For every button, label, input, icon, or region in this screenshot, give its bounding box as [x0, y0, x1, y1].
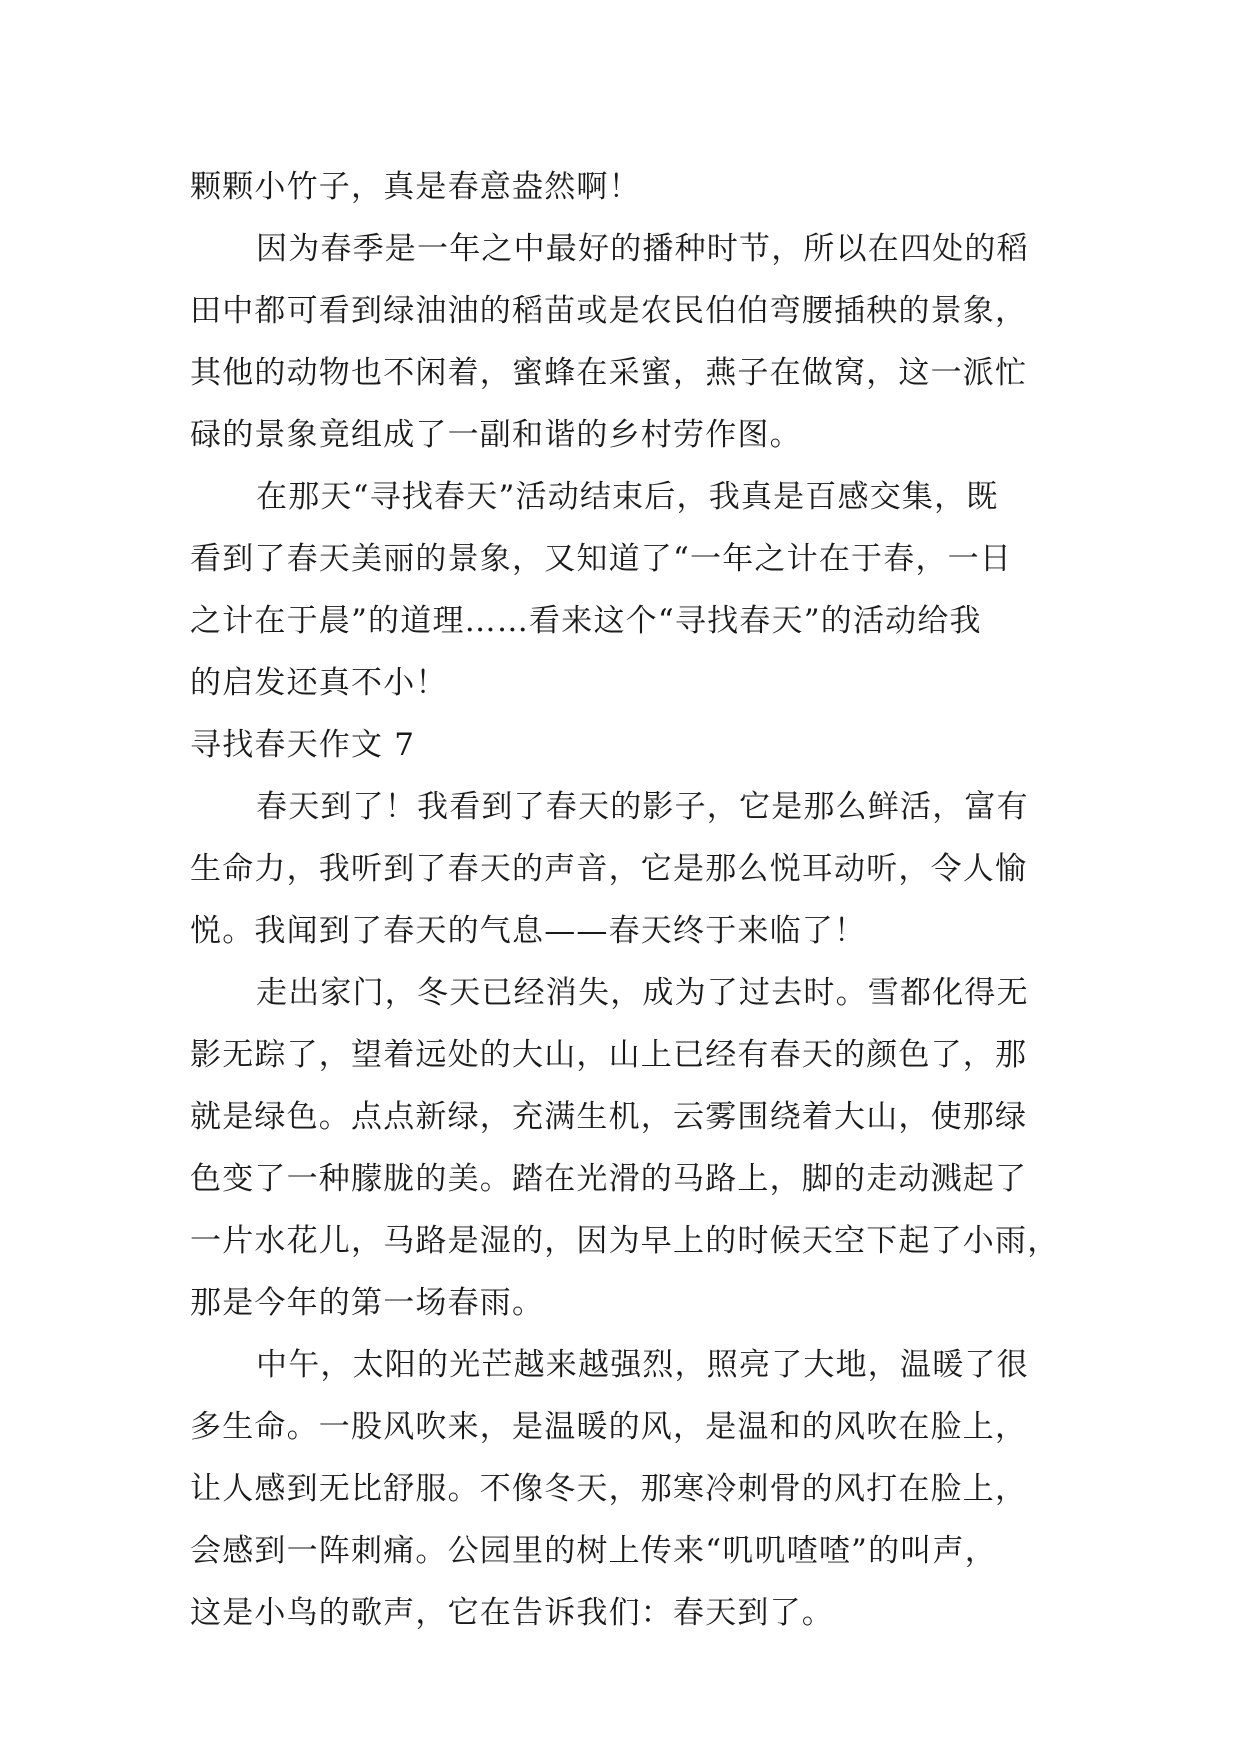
text-line: 影无踪了，望着远处的大山，山上已经有春天的颜色了，那	[190, 1037, 1028, 1073]
paragraph-start-line: 中午，太阳的光芒越来越强烈，照亮了大地，温暖了很	[256, 1347, 1029, 1383]
text-line: 那是今年的第一场春雨。	[190, 1285, 545, 1321]
paragraph-start-line: 春天到了！我看到了春天的影子，它是那么鲜活，富有	[256, 789, 1029, 825]
text-line: 看到了春天美丽的景象，又知道了“一年之计在于春，一日	[190, 541, 1013, 577]
text-line: 之计在于晨”的道理……看来这个“寻找春天”的活动给我	[190, 603, 982, 639]
text-line: 就是绿色。点点新绿，充满生机，云雾围绕着大山，使那绿	[190, 1099, 1028, 1135]
text-line: 多生命。一股风吹来，是温暖的风，是温和的风吹在脸上，	[190, 1409, 1028, 1445]
text-line: 其他的动物也不闲着，蜜蜂在采蜜，燕子在做窝，这一派忙	[190, 355, 1028, 391]
document-page	[190, 156, 1070, 1644]
text-line: 这是小鸟的歌声，它在告诉我们：春天到了。	[190, 1595, 834, 1631]
text-line: 颗颗小竹子，真是春意盎然啊！	[190, 169, 641, 205]
text-line: 碌的景象竟组成了一副和谐的乡村劳作图。	[190, 417, 802, 453]
paragraph-start-line: 在那天“寻找春天”活动结束后，我真是百感交集，既	[256, 479, 999, 515]
essay-heading: 寻找春天作文 7	[190, 727, 416, 763]
text-line: 田中都可看到绿油油的稻苗或是农民伯伯弯腰插秧的景象，	[190, 293, 1028, 329]
text-line: 悦。我闻到了春天的气息——春天终于来临了！	[190, 913, 867, 949]
text-line: 会感到一阵刺痛。公园里的树上传来“叽叽喳喳”的叫声，	[190, 1533, 997, 1569]
text-line: 的启发还真不小！	[190, 665, 448, 701]
text-line: 让人感到无比舒服。不像冬天，那寒冷刺骨的风打在脸上，	[190, 1471, 1028, 1507]
paragraph-start-line: 走出家门，冬天已经消失，成为了过去时。雪都化得无	[256, 975, 1029, 1011]
paragraph-start-line: 因为春季是一年之中最好的播种时节，所以在四处的稻	[256, 231, 1029, 267]
text-line: 色变了一种朦胧的美。踏在光滑的马路上，脚的走动溅起了	[190, 1161, 1028, 1197]
text-line: 一片水花儿，马路是湿的，因为早上的时候天空下起了小雨，	[190, 1223, 1060, 1259]
text-line: 生命力，我听到了春天的声音，它是那么悦耳动听，令人愉	[190, 851, 1028, 887]
